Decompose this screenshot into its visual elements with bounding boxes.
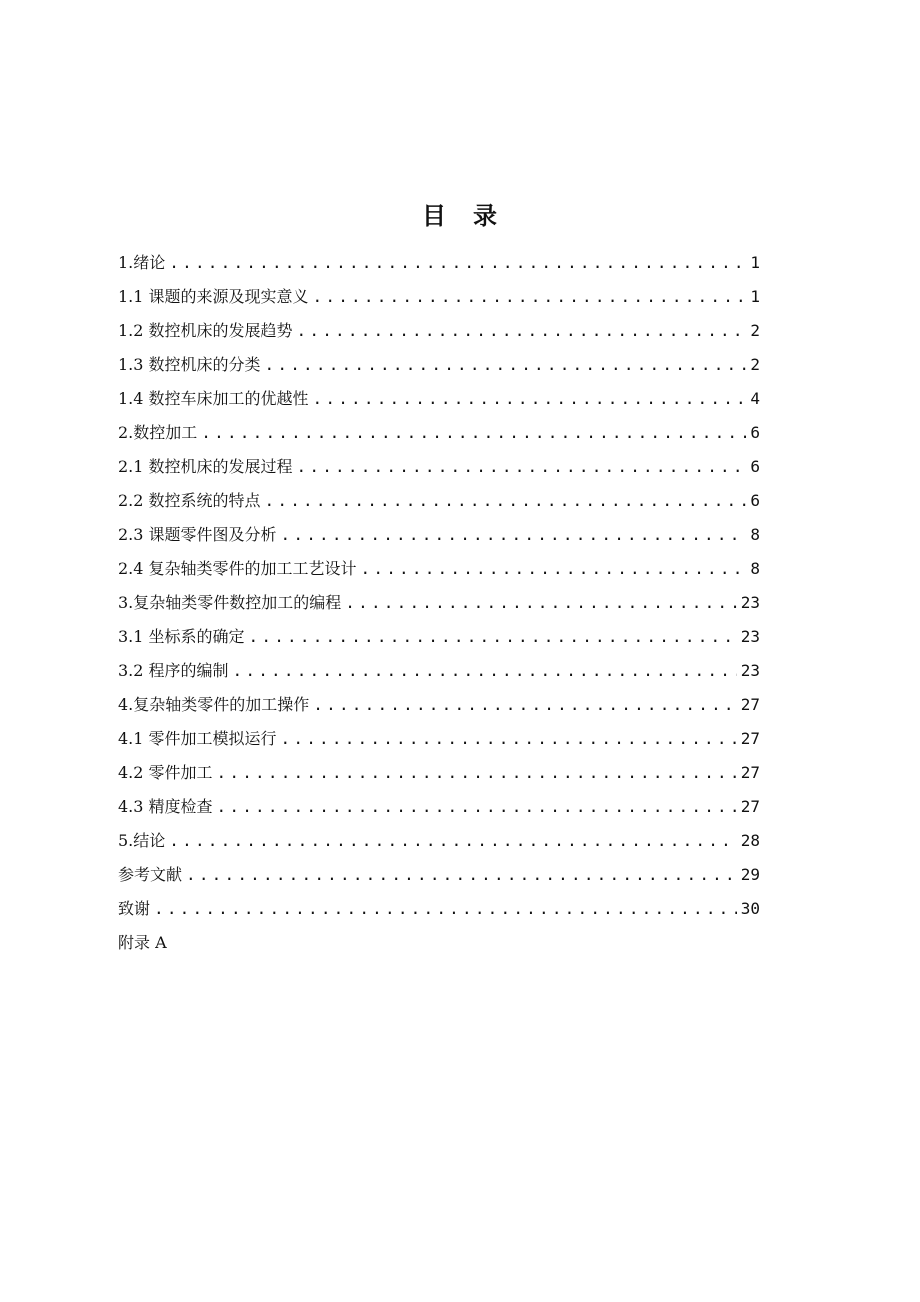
toc-entry[interactable] (118, 586, 760, 620)
toc-dot-leader (249, 620, 737, 654)
toc-entry[interactable] (118, 620, 760, 654)
toc-entry-label: 3.2 程序的编制 (118, 661, 229, 680)
toc-entry[interactable] (118, 892, 760, 926)
toc-entry-page-number: 2 (750, 321, 760, 340)
toc-entry-page-number: 27 (740, 797, 760, 816)
toc-entry-page-number: 23 (740, 593, 760, 612)
toc-dot-leader (361, 552, 747, 586)
toc-dot-leader (265, 348, 747, 382)
toc-entry[interactable] (118, 756, 760, 790)
toc-dot-leader (169, 246, 746, 280)
toc-entry-label: 2.3 课题零件图及分析 (118, 525, 277, 544)
toc-entry-page-number: 30 (740, 899, 760, 918)
toc-dot-leader (313, 688, 736, 722)
toc-entry-label: 2.数控加工 (118, 423, 198, 442)
toc-dot-leader (186, 858, 737, 892)
toc-dot-leader (281, 518, 747, 552)
toc-entry-label: 参考文献 (118, 865, 183, 884)
title-char-2: 录 (473, 201, 498, 230)
toc-entry-page-number: 29 (740, 865, 760, 884)
toc-entry-page-number: 6 (750, 491, 760, 510)
toc-entry[interactable] (118, 314, 760, 348)
toc-entry-page-number: 8 (750, 525, 760, 544)
toc-entry-page-number: 27 (740, 695, 760, 714)
toc-entry-page-number: 23 (740, 661, 760, 680)
toc-entry-label: 4.1 零件加工模拟运行 (118, 729, 277, 748)
toc-entry-label: 1.2 数控机床的发展趋势 (118, 321, 293, 340)
toc-dot-leader (265, 484, 747, 518)
toc-entry-label: 致谢 (118, 899, 151, 918)
toc-dot-leader (313, 382, 747, 416)
toc-entry-page-number: 4 (750, 389, 760, 408)
toc-entry[interactable] (118, 858, 760, 892)
toc-entry-label: 5.结论 (118, 831, 166, 850)
toc-dot-leader (297, 314, 747, 348)
toc-entry-page-number: 1 (750, 253, 760, 272)
toc-entry-label: 1.1 课题的来源及现实意义 (118, 287, 309, 306)
toc-entry-page-number: 6 (750, 457, 760, 476)
toc-entry[interactable] (118, 722, 760, 756)
toc-entry-label: 1.3 数控机床的分类 (118, 355, 261, 374)
toc-entry-label: 4.3 精度检查 (118, 797, 213, 816)
toc-entry-label: 2.1 数控机床的发展过程 (118, 457, 293, 476)
toc-dot-leader (201, 416, 746, 450)
toc-entry[interactable] (118, 552, 760, 586)
toc-entry-page-number: 2 (750, 355, 760, 374)
toc-dot-leader (313, 280, 747, 314)
toc-entry[interactable] (118, 416, 760, 450)
table-of-contents (118, 246, 760, 960)
toc-entry[interactable] (118, 824, 760, 858)
page-title (0, 196, 920, 236)
toc-entry-page-number: 8 (750, 559, 760, 578)
toc-entry-label: 1.4 数控车床加工的优越性 (118, 389, 309, 408)
toc-entry-label: 3.1 坐标系的确定 (118, 627, 245, 646)
toc-entry[interactable] (118, 246, 760, 280)
toc-entry-page-number: 27 (740, 763, 760, 782)
toc-entry[interactable] (118, 484, 760, 518)
toc-entry-page-number: 28 (740, 831, 760, 850)
toc-entry-label: 1.绪论 (118, 253, 166, 272)
toc-entry[interactable] (118, 790, 760, 824)
toc-entry[interactable] (118, 450, 760, 484)
toc-entry-page-number: 27 (740, 729, 760, 748)
title-char-1: 目 (422, 201, 447, 230)
toc-entry[interactable] (118, 688, 760, 722)
toc-dot-leader (169, 824, 736, 858)
toc-dot-leader (217, 756, 737, 790)
toc-entry-label: 2.2 数控系统的特点 (118, 491, 261, 510)
toc-entry[interactable] (118, 654, 760, 688)
toc-entry[interactable] (118, 926, 760, 960)
toc-dot-leader (233, 654, 737, 688)
toc-dot-leader (154, 892, 737, 926)
toc-dot-leader (297, 450, 747, 484)
toc-entry-page-number: 1 (750, 287, 760, 306)
toc-entry-label: 2.4 复杂轴类零件的加工工艺设计 (118, 559, 357, 578)
toc-dot-leader (345, 586, 736, 620)
toc-entry-label: 4.复杂轴类零件的加工操作 (118, 695, 310, 714)
toc-entry-label: 附录 A (118, 933, 167, 952)
toc-dot-leader (217, 790, 737, 824)
toc-entry-label: 4.2 零件加工 (118, 763, 213, 782)
toc-dot-leader (281, 722, 737, 756)
toc-entry[interactable] (118, 348, 760, 382)
toc-entry-label: 3.复杂轴类零件数控加工的编程 (118, 593, 342, 612)
toc-entry-page-number: 23 (740, 627, 760, 646)
toc-entry[interactable] (118, 280, 760, 314)
toc-entry[interactable] (118, 518, 760, 552)
toc-entry-page-number: 6 (750, 423, 760, 442)
toc-entry[interactable] (118, 382, 760, 416)
